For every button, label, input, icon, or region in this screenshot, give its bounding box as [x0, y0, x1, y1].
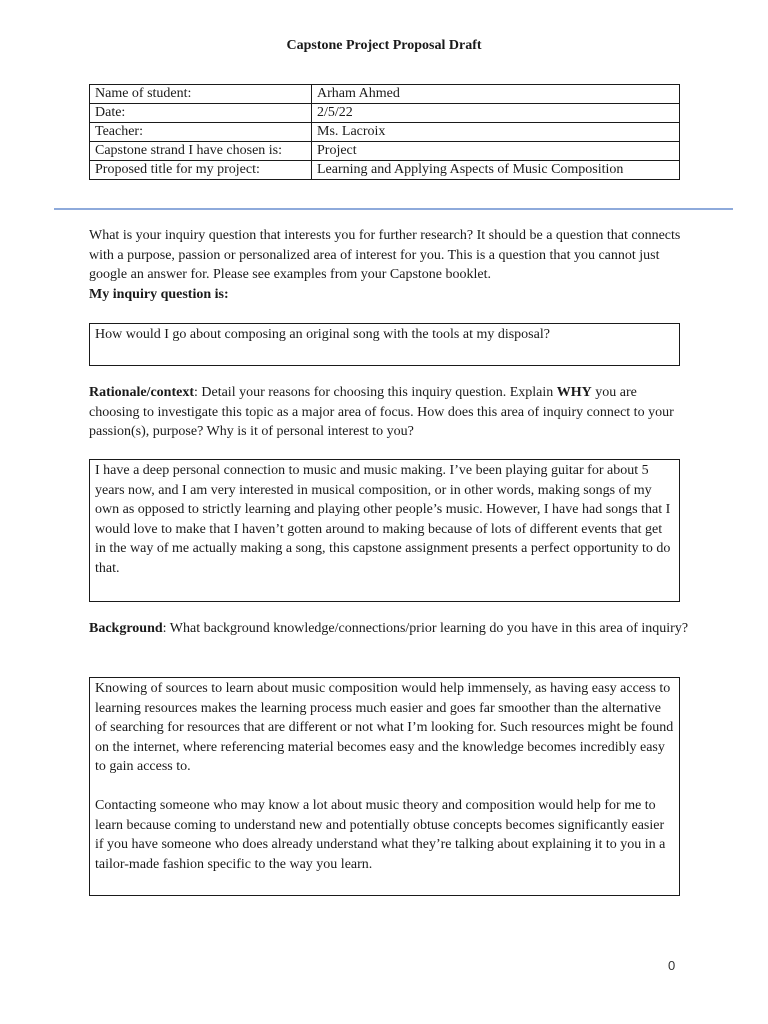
table-label: Teacher:	[90, 123, 312, 142]
section-divider	[54, 208, 733, 210]
table-value: Project	[312, 142, 680, 161]
document-title: Capstone Project Proposal Draft	[286, 38, 482, 53]
rationale-prompt	[89, 383, 689, 442]
table-value: Learning and Applying Aspects of Music Composition	[312, 161, 680, 180]
rationale-answer-text: I have a deep personal connection to music and music making. I’ve been playing guitar for about 5 years now, and I am very interested in musical composition, or in other words, making songs of my own as opposed to strictly learning and playing other people’s music. However, I have had songs that I would love to make that I haven’t gotten around to making because of lots of different events that get in the way of me actually making a song, this capstone assignment presents a perfect opportunity to do that.	[95, 463, 671, 576]
rationale-answer-box[interactable]	[89, 459, 680, 602]
inquiry-answer-box[interactable]	[89, 323, 680, 366]
table-label: Proposed title for my project:	[90, 161, 312, 180]
table-row	[90, 104, 680, 123]
table-label: Capstone strand I have chosen is:	[90, 142, 312, 161]
table-row	[90, 85, 680, 104]
rationale-prompt-part2: you are choosing to investigate this topic as a major area of focus. How does this area of inquiry connect to your passion(s), purpose? Why is it of personal interest to you?	[89, 385, 674, 439]
inquiry-answer-text: How would I go about composing an original song with the tools at my disposal?	[95, 327, 550, 342]
background-answer-paragraph-2: Contacting someone who may know a lot about music theory and composition would help for me to learn because coming to understand new and potentially obtuse concepts becomes significantly easier if you have someone who does already understand what they’re talking about explaining it to you in a tailor-made fashion specific to the way you learn.	[95, 798, 666, 872]
rationale-prompt-part1: : Detail your reasons for choosing this inquiry question. Explain	[193, 385, 557, 400]
background-heading: Background	[89, 621, 163, 636]
rationale-prompt-emphasis: WHY	[556, 385, 592, 400]
table-row	[90, 161, 680, 180]
table-row	[90, 123, 680, 142]
rationale-heading: Rationale/context	[89, 385, 194, 400]
table-value: Arham Ahmed	[312, 85, 680, 104]
table-value: 2/5/22	[312, 104, 680, 123]
inquiry-label: My inquiry question is:	[89, 287, 229, 302]
table-label: Name of student:	[90, 85, 312, 104]
background-prompt-text: : What background knowledge/connections/prior learning do you have in this area of inquiry?	[162, 621, 689, 636]
table-label: Date:	[90, 104, 312, 123]
inquiry-prompt: What is your inquiry question that interests you for further research? It should be a question that connects with a purpose, passion or personalized area of interest for you. This is a question that you cannot just google an answer for. Please see examples from your Capstone booklet.	[89, 228, 681, 282]
background-prompt	[89, 619, 689, 639]
background-answer-paragraph-1: Knowing of sources to learn about music composition would help immensely, as having easy access to learning resources makes the learning process much easier and goes far smoother than the alternative of searching for resources that are different or not what I’m looking for. Such resources might be found on the internet, where referencing material becomes easy and the knowledge becomes incredibly easy to gain access to.	[95, 681, 674, 774]
student-info-table	[89, 84, 680, 180]
background-answer-box[interactable]	[89, 677, 680, 896]
page-number: 0	[668, 958, 676, 973]
table-row	[90, 142, 680, 161]
table-value: Ms. Lacroix	[312, 123, 680, 142]
